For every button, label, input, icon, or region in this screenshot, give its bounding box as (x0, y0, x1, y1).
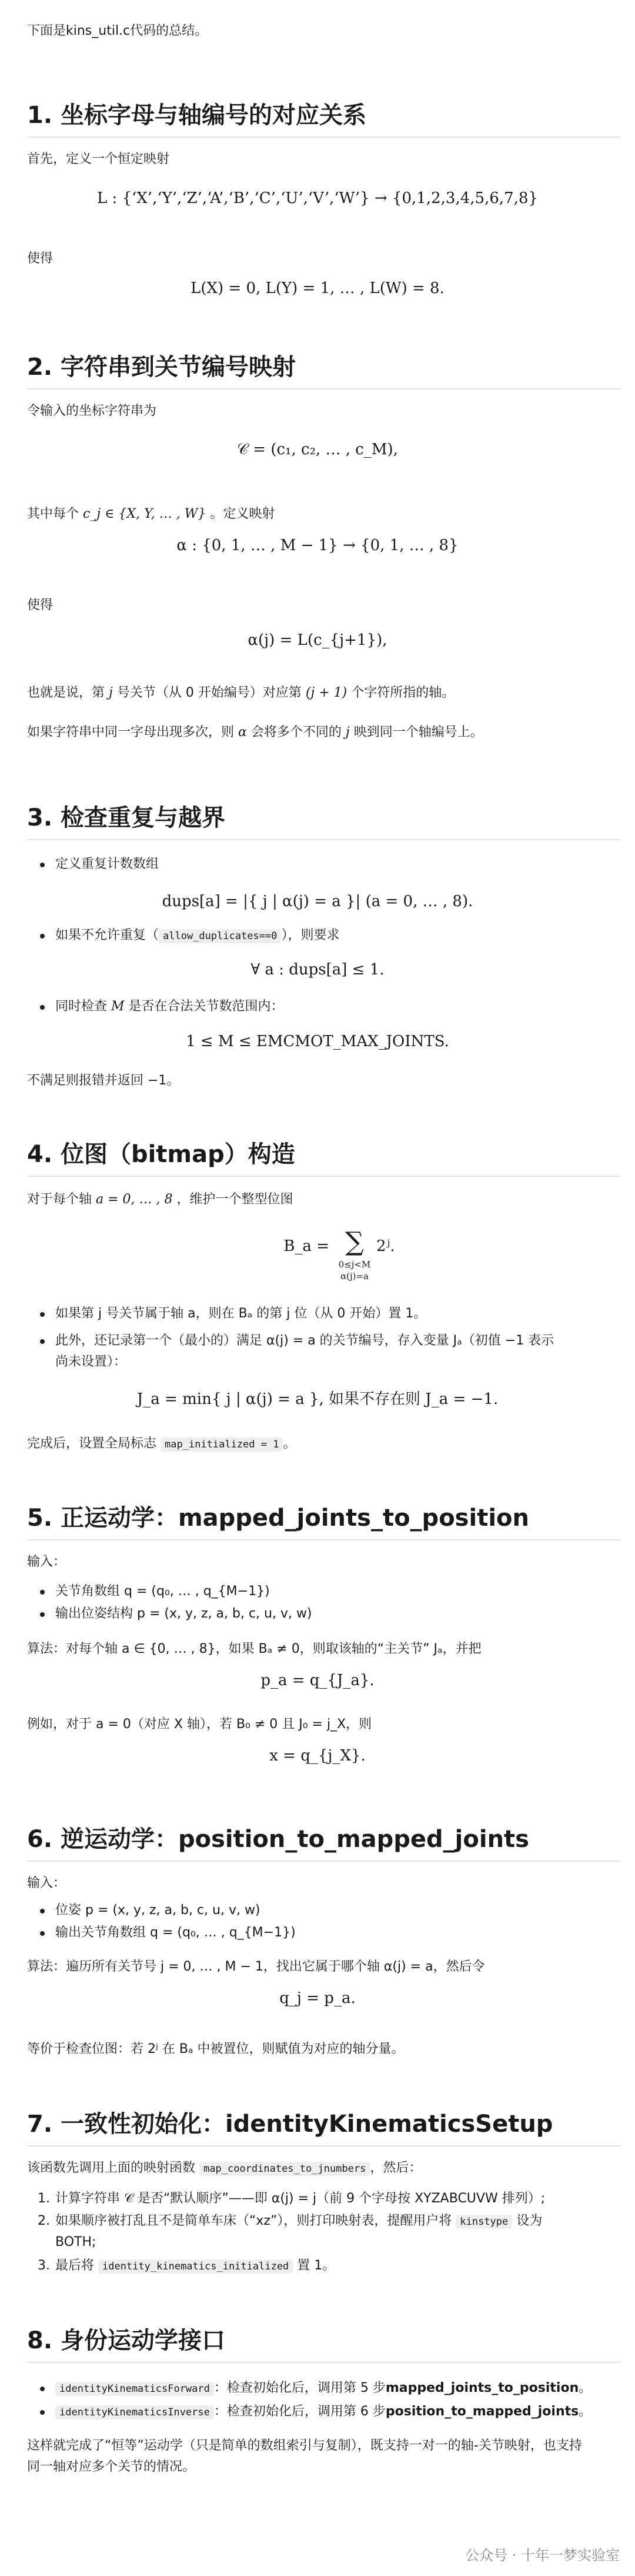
section-divider (27, 2362, 621, 2363)
text-run: 完成后，设置全局标志 (27, 1436, 157, 1451)
text-run: 最后将 (55, 2258, 95, 2273)
section-divider (27, 1176, 621, 1177)
inline-math: α (238, 725, 247, 740)
inline-math: M (111, 999, 125, 1014)
text-run: 对于每个轴 (27, 1192, 92, 1207)
text-run: 置 1。 (297, 2258, 336, 2273)
section-5-formula-2: x = q_{j_X}. (269, 1747, 366, 1765)
inline-code: kinstype (456, 2215, 512, 2229)
section-2-formula-3: α(j) = L(c_{j+1}), (248, 631, 387, 649)
text-run: 如果字符串中同一字母出现多次，则 (27, 725, 235, 740)
inline-math: c_j ∈ {X, Y, … , W} (83, 507, 206, 521)
section-divider (27, 2145, 621, 2146)
text-run: 。定义映射 (210, 507, 275, 521)
inline-code: identity_kinematics_initialized (98, 2259, 293, 2274)
section-4-paragraph (27, 1190, 293, 1210)
text-run: 。 (283, 1436, 296, 1451)
section-8-paragraph: 这样就完成了“恒等”运动学（只是简单的数组索引与复制），既支持一对一的轴-关节映射，也支持 (27, 2438, 582, 2453)
section-7-list-item (55, 2211, 542, 2232)
text-run: 个字符所指的轴。 (351, 685, 455, 700)
bullet-icon (40, 1005, 45, 1010)
bullet-icon (40, 1590, 45, 1595)
section-6-list-item: 位姿 p = (x, y, z, a, b, c, u, v, w) (55, 1903, 260, 1918)
section-4-paragraph (27, 1434, 296, 1455)
section-5-paragraph: 例如，对于 a = 0（对应 X 轴），若 B₀ ≠ 0 且 J₀ = j_X，则 (27, 1717, 372, 1732)
section-2-formula-2: α : {0, 1, … , M − 1} → {0, 1, … , 8} (176, 537, 459, 554)
text-run: 其中每个 (27, 507, 79, 521)
section-1-paragraph: 使得 (27, 251, 54, 266)
section-divider (27, 388, 621, 390)
section-8-heading: 8. 身份运动学接口 (27, 2327, 225, 2354)
section-3-formula-1: dups[a] = |{ j | α(j) = a }| (a = 0, … , 8). (162, 893, 473, 910)
section-divider (27, 1539, 621, 1540)
inline-code: map_coordinates_to_jnumbers (199, 2162, 370, 2176)
text-run: 同时检查 (55, 999, 108, 1014)
sum-subscript: 0≤j<M (338, 1259, 371, 1270)
section-divider (27, 839, 621, 840)
section-2-paragraph: 令输入的坐标字符串为 (27, 404, 157, 418)
section-2-paragraph (27, 683, 454, 703)
section-8-list-item (55, 2402, 591, 2422)
bullet-icon (40, 934, 45, 938)
section-5-list-item: 关节角数组 q = (q₀, … , q_{M−1}) (55, 1584, 270, 1599)
section-5-paragraph: 输入： (27, 1555, 66, 1569)
text-run: ，然后： (370, 2161, 422, 2175)
text-run: 该函数先调用上面的映射函数 (27, 2161, 196, 2175)
text-run: 如果顺序被打乱且不是简单车床（“xz”），则打印映射表，提醒用户将 (55, 2214, 452, 2228)
sum-icon: ∑ (345, 1227, 364, 1257)
section-6-list-item: 输出关节角数组 q = (q₀, … , q_{M−1}) (55, 1925, 296, 1940)
section-5-list-item: 输出位姿结构 p = (x, y, z, a, b, c, u, v, w) (55, 1606, 312, 1621)
section-3-list-item: 定义重复计数数组 (55, 857, 159, 871)
list-number: 3. (38, 2258, 50, 2273)
section-4-list-item: 如果第 j 号关节属于轴 a，则在 Bₐ 的第 j 位（从 0 开始）置 1。 (55, 1306, 427, 1321)
section-1-heading: 1. 坐标字母与轴编号的对应关系 (27, 102, 366, 129)
section-6-paragraph: 算法：遍历所有关节号 j = 0, … , M − 1，找出它属于哪个轴 α(j) = a，然后令 (27, 1959, 485, 1974)
section-1-formula-1: L : {‘X’,‘Y’,‘Z’,‘A’,‘B’,‘C’,‘U’,‘V’,‘W’} → {0,1,2,3,4,5,6,7,8} (96, 189, 539, 207)
section-3-heading: 3. 检查重复与越界 (27, 804, 225, 831)
section-5-paragraph: 算法：对每个轴 a ∈ {0, … , 8}，如果 Bₐ ≠ 0，则取该轴的“主关节” Jₐ，并把 (27, 1642, 482, 1656)
section-1-paragraph: 首先，定义一个恒定映射 (27, 152, 170, 167)
bullet-icon (40, 1909, 45, 1913)
section-8-paragraph-continued: 同一轴对应多个关节的情况。 (27, 2459, 196, 2474)
section-7-list-item: 计算字符串 𝒞 是否“默认顺序”——即 α(j) = j（前 9 个字母按 XYZABCUVW 排列）; (55, 2191, 546, 2206)
formula-lhs: B_a = (283, 1237, 329, 1255)
section-4-heading: 4. 位图（bitmap）构造 (27, 1141, 295, 1168)
inline-code: identityKinematicsForward (55, 2382, 214, 2396)
section-4-list-item: 此外，还记录第一个（最小的）满足 α(j) = a 的关节编号，存入变量 Jₐ（初值 −1 表示 (55, 1333, 554, 1348)
watermark: 公众号 · 十年一梦实验室 (465, 2547, 620, 2564)
section-6-heading: 6. 逆运动学：position_to_mapped_joints (27, 1826, 529, 1853)
text-run: 设为 (516, 2214, 543, 2228)
section-divider (27, 1861, 621, 1862)
text-run: 也就是说，第 (27, 685, 105, 700)
section-6-formula-1: q_j = p_a. (279, 1989, 356, 2007)
inline-code: allow_duplicates==0 (159, 929, 281, 943)
list-number: 2. (38, 2214, 50, 2228)
text-run: 。 (579, 2404, 592, 2419)
section-2-heading: 2. 字符串到关节编号映射 (27, 354, 296, 381)
bullet-icon (40, 1931, 45, 1936)
bullet-icon (40, 1339, 45, 1344)
text-run: 如果不允许重复（ (55, 928, 159, 943)
section-5-heading: 5. 正运动学：mapped_joints_to_position (27, 1505, 529, 1532)
section-2-paragraph (27, 723, 483, 743)
section-1-formula-2: L(X) = 0, L(Y) = 1, … , L(W) = 8. (190, 279, 444, 297)
section-7-list-item (55, 2256, 335, 2277)
section-2-paragraph: 使得 (27, 598, 54, 613)
inline-math: (j + 1) (305, 685, 347, 700)
section-6-paragraph: 输入： (27, 1876, 66, 1891)
section-3-formula-2: ∀ a : dups[a] ≤ 1. (250, 961, 385, 979)
section-3-list-item (55, 926, 340, 946)
section-4-list-item-continued: 尚未设置）： (55, 1354, 127, 1369)
sum-subscript: α(j)=a (340, 1271, 369, 1282)
bullet-icon (40, 863, 45, 867)
section-7-paragraph (27, 2158, 422, 2179)
section-5-formula-1: p_a = q_{J_a}. (260, 1672, 375, 1689)
text-run: ），则要求 (281, 928, 340, 943)
inline-code: identityKinematicsInverse (55, 2405, 214, 2419)
text-run: ：检查初始化后，调用第 6 步 (213, 2404, 386, 2419)
text-run: 映到同一个轴编号上。 (353, 725, 483, 740)
bullet-icon (40, 1612, 45, 1617)
section-8-list-item (55, 2378, 591, 2399)
section-3-paragraph: 不满足则报错并返回 −1。 (27, 1073, 180, 1088)
list-number: 1. (38, 2191, 50, 2206)
inline-code: map_initialized = 1 (161, 1437, 283, 1452)
section-6-paragraph: 等价于检查位图：若 2ʲ 在 Bₐ 中被置位，则赋值为对应的轴分量。 (27, 2042, 405, 2056)
bold-text: mapped_joints_to_position (385, 2381, 579, 2395)
intro-text: 下面是kins_util.c代码的总结。 (27, 24, 208, 38)
section-7-heading: 7. 一致性初始化：identityKinematicsSetup (27, 2111, 553, 2138)
section-7-list-item-continued: BOTH; (55, 2235, 96, 2249)
text-run: ：检查初始化后，调用第 5 步 (213, 2381, 386, 2395)
text-run: ，维护一个整型位图 (176, 1192, 293, 1207)
section-2-formula-1: 𝒞 = (c₁, c₂, … , c_M), (237, 441, 398, 458)
text-run: 是否在合法关节数范围内： (128, 999, 284, 1014)
section-2-paragraph (27, 504, 275, 524)
text-run: 会将多个不同的 (250, 725, 342, 740)
formula-rhs: 2ʲ. (376, 1237, 395, 1255)
inline-math: a = 0, … , 8 (96, 1192, 173, 1207)
text-run: 号关节（从 0 开始编号）对应第 (116, 685, 302, 700)
bold-text: position_to_mapped_joints (385, 2404, 579, 2419)
section-4-formula-2: J_a = min{ j | α(j) = a }, 如果不存在则 J_a = −1. (136, 1390, 499, 1408)
bullet-icon (40, 2410, 45, 2415)
bullet-icon (40, 2387, 45, 2391)
section-3-formula-3: 1 ≤ M ≤ EMCMOT_MAX_JOINTS. (186, 1033, 449, 1050)
bullet-icon (40, 1312, 45, 1317)
inline-math: j (345, 725, 350, 740)
inline-math: j (109, 685, 113, 700)
text-run: 。 (579, 2381, 592, 2395)
section-3-list-item (55, 997, 284, 1017)
section-divider (27, 137, 621, 138)
